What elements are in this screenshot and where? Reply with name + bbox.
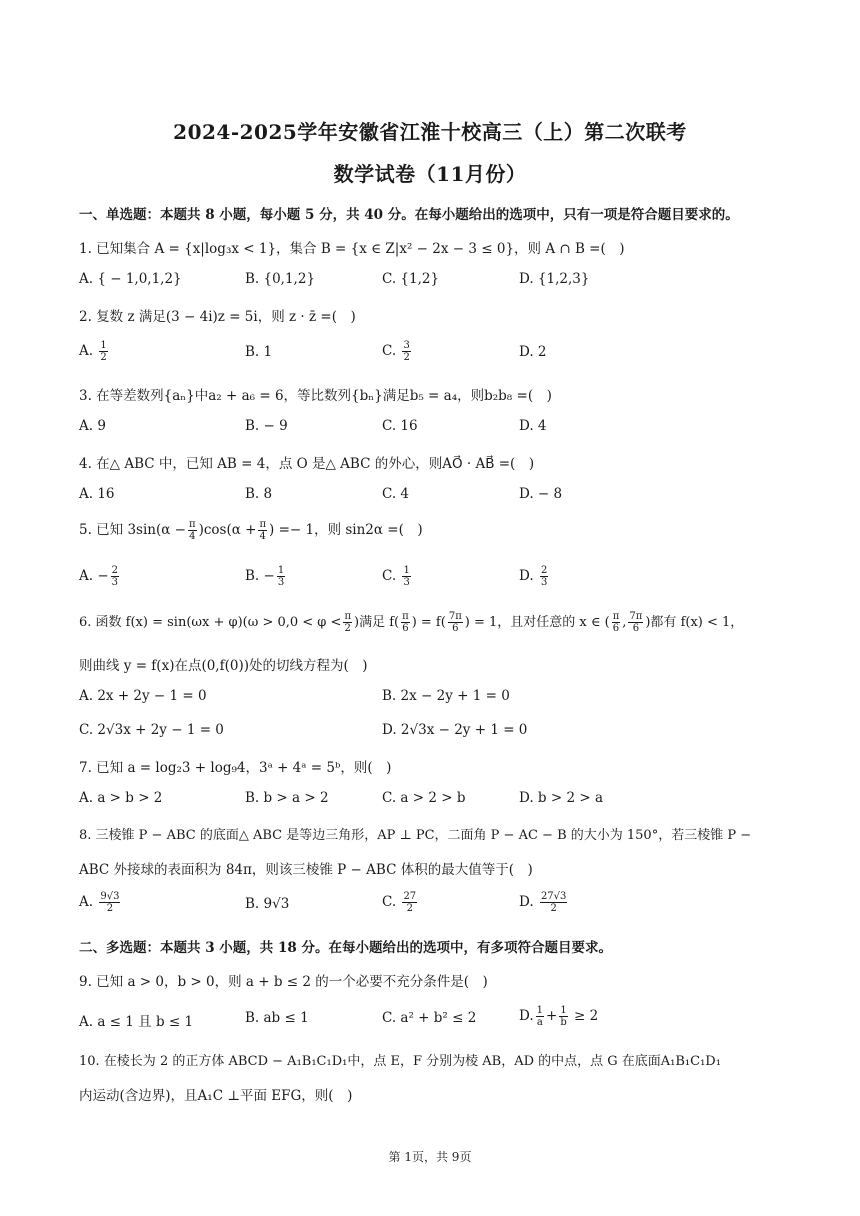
question-9-option-c: C. a² + b² ≤ 2 [382,1010,477,1026]
question-1-stem: 1. 已知集合 A = {x|log₃x < 1}，集合 B = {x ∈ Z|x² − 2x − 3 ≤ 0}，则 A ∩ B =( ) [79,241,625,257]
exam-title: 2024-2025学年安徽省江淮十校高三（上）第二次联考 [173,120,687,144]
question-4-stem: 4. 在△ ABC 中，已知 AB = 4，点 O 是△ ABC 的外心，则AO⃗ · AB⃗ =( ) [79,456,535,472]
question-7-option-a: A. a > b > 2 [79,790,163,806]
question-3-option-c: C. 16 [382,418,418,434]
question-8-option-b: B. 9√3 [245,896,290,912]
question-5-option-b: B. − $\frac{1}{3}$ [245,565,285,588]
question-3-option-b: B. − 9 [245,418,288,434]
question-2-option-c: C. $\frac{3}{2}$ [382,340,410,363]
exam-subtitle: 数学试卷（11月份） [333,162,527,186]
question-8-option-a: A. $\frac{9√3}{2}$ [79,891,120,914]
question-2-option-d: D. 2 [519,344,547,360]
question-7-option-c: C. a > 2 > b [382,790,466,806]
question-1-option-b: B. {0,1,2} [245,271,316,287]
question-7-option-d: D. b > 2 > a [519,790,603,806]
question-9-option-a: A. a ≤ 1 且 b ≤ 1 [79,1014,194,1030]
question-1-option-d: D. {1,2,3} [519,271,590,287]
question-3-option-a: A. 9 [79,418,106,434]
question-4-option-b: B. 8 [245,486,273,502]
question-4-option-c: C. 4 [382,486,410,502]
question-6-option-c: C. 2√3x + 2y − 1 = 0 [79,722,224,738]
question-3-option-d: D. 4 [519,418,547,434]
question-8-option-c: C. $\frac{27}{2}$ [382,891,417,914]
question-8-stem-line1: 8. 三棱锥 P − ABC 的底面△ ABC 是等边三角形，AP ⊥ PC，二面角 P − AC − B 的大小为 150°，若三棱锥 P − [79,828,752,843]
section-single-choice: 一、单选题：本题共 8 小题，每小题 5 分，共 40 分。在每小题给出的选项中，只有一项是符合题目要求的。 [79,207,739,223]
question-5-option-c: C. $\frac{1}{3}$ [382,565,410,588]
question-1-option-c: C. {1,2} [382,271,440,287]
question-5-stem: 5. 已知 3sin(α − $\frac{\pi}{4}$ )cos(α + $\frac{\pi}{4}$ ) =− 1，则 sin2α =( ) [79,519,423,542]
page-footer: 第 1页，共 9页 [388,1150,472,1164]
question-1-option-a: A. { − 1,0,1,2} [79,271,182,287]
question-6-option-b: B. 2x − 2y + 1 = 0 [382,688,510,704]
question-8-stem-line2: ABC 外接球的表面积为 84π，则该三棱锥 P − ABC 体积的最大值等于( ) [79,862,533,878]
question-4-option-d: D. − 8 [519,486,563,502]
question-2-stem: 2. 复数 z 满足(3 − 4i)z = 5i，则 z · z̄ =( ) [79,309,356,325]
question-6-option-a: A. 2x + 2y − 1 = 0 [79,688,207,704]
question-7-option-b: B. b > a > 2 [245,790,329,806]
question-10-stem-line1: 10. 在棱长为 2 的正方体 ABCD − A₁B₁C₁D₁中，点 E，F 分别为棱 AB，AD 的中点，点 G 在底面A₁B₁C₁D₁ [79,1054,721,1069]
question-9-option-d: D. $\frac{1}{a}$ + $\frac{1}{b}$ ≥ 2 [519,1005,599,1028]
question-10-stem-line2: 内运动(含边界)，且A₁C ⊥平面 EFG，则( ) [79,1088,353,1104]
question-6-stem-line2: 则曲线 y = f(x)在点(0,f(0))处的切线方程为( ) [79,658,368,674]
question-2-option-b: B. 1 [245,344,273,360]
question-5-option-a: A. − $\frac{2}{3}$ [79,565,119,588]
question-6-option-d: D. 2√3x − 2y + 1 = 0 [382,722,528,738]
question-6-stem-line1: 6. 函数 f(x) = sin(ωx + φ)(ω > 0,0 < φ < $\frac{\pi}{2}$ )满足 f( $\frac{\pi}{6}$ ) = f( $\frac{7\pi}{6}$ ) = 1，且对任意的 x ∈ ( $\frac{\pi}{6}$ , $\frac{7\pi}{6}$ )都有 f(x) < 1， [79,611,744,634]
question-4-option-a: A. 16 [79,486,115,502]
section-multiple-choice: 二、多选题：本题共 3 小题，共 18 分。在每小题给出的选项中，有多项符合题目要求。 [79,940,612,956]
question-2-option-a: A. $\frac{1}{2}$ [79,340,107,363]
question-7-stem: 7. 已知 a = log₂3 + log₉4，3ᵃ + 4ᵃ = 5ᵇ，则( ) [79,760,392,776]
question-5-option-d: D. $\frac{2}{3}$ [519,565,548,588]
question-9-stem: 9. 已知 a > 0，b > 0，则 a + b ≤ 2 的一个必要不充分条件是( ) [79,974,488,990]
question-9-option-b: B. ab ≤ 1 [245,1010,309,1026]
question-8-option-d: D. $\frac{27√3}{2}$ [519,891,567,914]
question-3-stem: 3. 在等差数列{aₙ}中a₂ + a₆ = 6，等比数列{bₙ}满足b₅ = a₄，则b₂b₈ =( ) [79,388,552,404]
